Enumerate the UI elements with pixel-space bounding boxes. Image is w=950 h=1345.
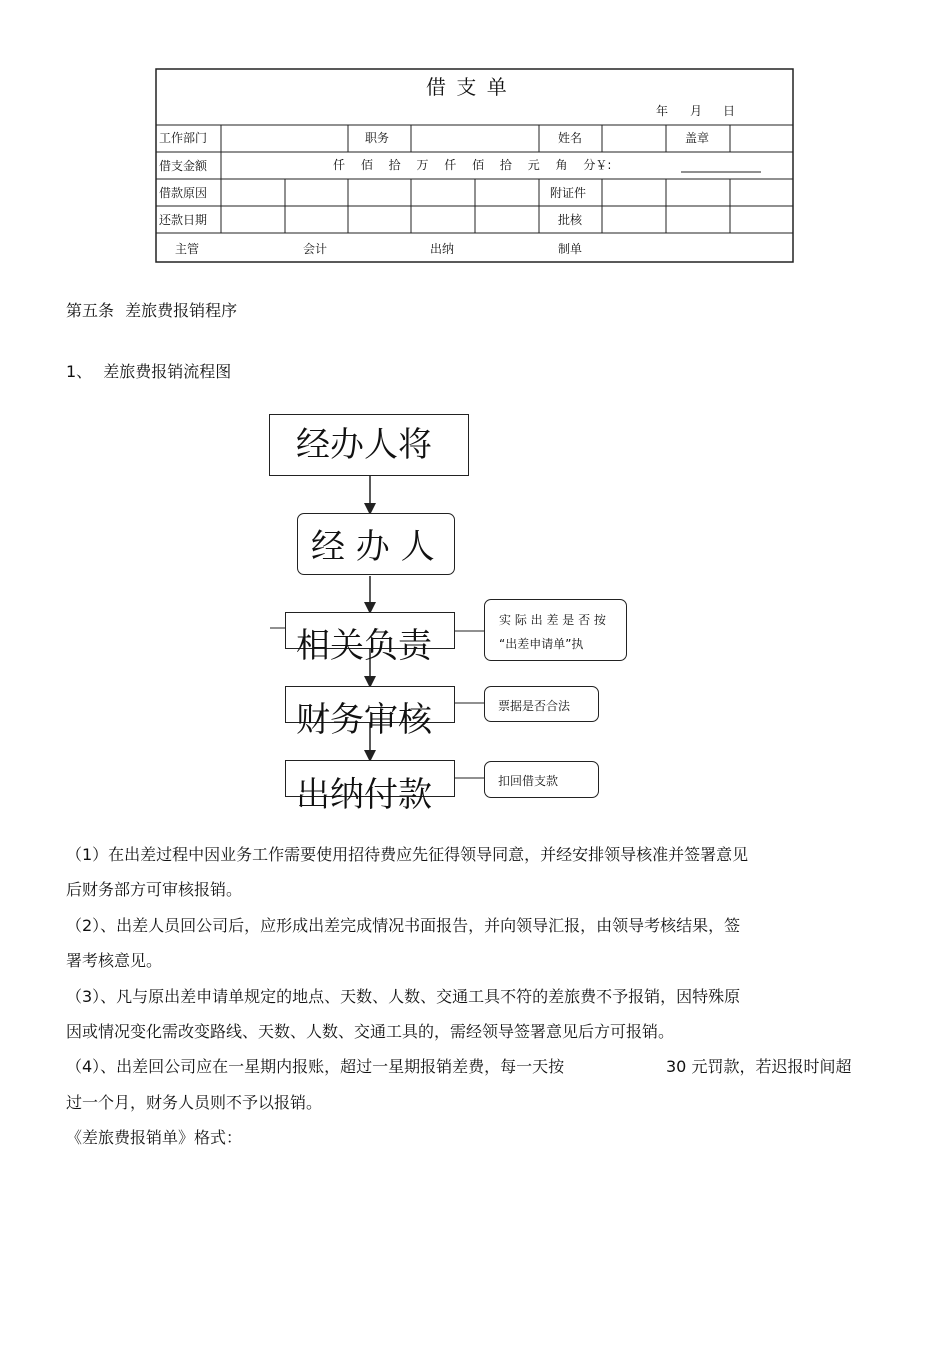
section-title: 第五条 差旅费报销程序 bbox=[66, 301, 238, 320]
label-attachments: 附证件 bbox=[550, 186, 587, 200]
date-month: 月 bbox=[690, 104, 703, 118]
paragraph-3-line-1: （3）、凡与原出差申请单规定的地点、天数、人数、交通工具不符的差旅费不予报销，因特殊原 bbox=[66, 987, 741, 1006]
flow-note-1-line1: 实 际 出 差 是 否 按 bbox=[499, 613, 606, 627]
flow-note-2: 票据是否合法 bbox=[498, 699, 571, 713]
date-year: 年 bbox=[656, 104, 669, 118]
label-supervisor: 主管 bbox=[175, 242, 200, 256]
amount-units: 仟 佰 拾 万 仟 佰 拾 元 角 分￥: bbox=[333, 158, 612, 172]
paragraph-4-line-2: 过一个月，财务人员则不予以报销。 bbox=[66, 1093, 323, 1112]
flow-step-4: 财务审核 bbox=[296, 700, 432, 740]
label-position: 职务 bbox=[365, 131, 390, 145]
label-loan-reason: 借款原因 bbox=[159, 186, 208, 200]
flow-step-3: 相关负责 bbox=[296, 626, 432, 666]
loan-form-title: 借 支 单 bbox=[426, 75, 509, 99]
paragraph-2-line-1: （2）、出差人员回公司后，应形成出差完成情况书面报告，并向领导汇报，由领导考核结果，签 bbox=[66, 916, 741, 935]
flow-step-1: 经办人将 bbox=[296, 425, 432, 465]
label-cashier: 出纳 bbox=[430, 242, 455, 256]
paragraph-5: 《差旅费报销单》格式： bbox=[66, 1128, 243, 1147]
label-dept: 工作部门 bbox=[159, 131, 208, 145]
label-loan-amount: 借支金额 bbox=[159, 159, 208, 173]
paragraph-1-line-1: （1）在出差过程中因业务工作需要使用招待费应先征得领导同意，并经安排领导核准并签署意见 bbox=[66, 845, 749, 864]
label-approval: 批核 bbox=[558, 213, 583, 227]
flow-note-1-line2: “出差申请单”执 bbox=[499, 637, 584, 651]
label-accountant: 会计 bbox=[303, 242, 328, 256]
flow-step-5: 出纳付款 bbox=[296, 775, 432, 815]
paragraph-4-line-1-continued: 30 元罚款，若迟报时间超 bbox=[666, 1057, 852, 1076]
label-repay-date: 还款日期 bbox=[159, 213, 208, 227]
paragraph-2-line-2: 署考核意见。 bbox=[66, 951, 163, 970]
label-name: 姓名 bbox=[558, 131, 583, 145]
label-seal: 盖章 bbox=[685, 131, 710, 145]
paragraph-3-line-2: 因或情况变化需改变路线、天数、人数、交通工具的，需经领导签署意见后方可报销。 bbox=[66, 1022, 675, 1041]
date-day: 日 bbox=[723, 104, 736, 118]
subsection-title: 1、 差旅费报销流程图 bbox=[66, 362, 232, 381]
paragraph-4-line-1: （4）、出差回公司应在一星期内报账，超过一星期报销差费，每一天按 bbox=[66, 1057, 565, 1076]
label-preparer: 制单 bbox=[558, 242, 583, 256]
flow-step-2: 经 办 人 bbox=[311, 527, 435, 567]
paragraph-1-line-2: 后财务部方可审核报销。 bbox=[66, 880, 243, 899]
flow-note-3: 扣回借支款 bbox=[498, 774, 559, 788]
